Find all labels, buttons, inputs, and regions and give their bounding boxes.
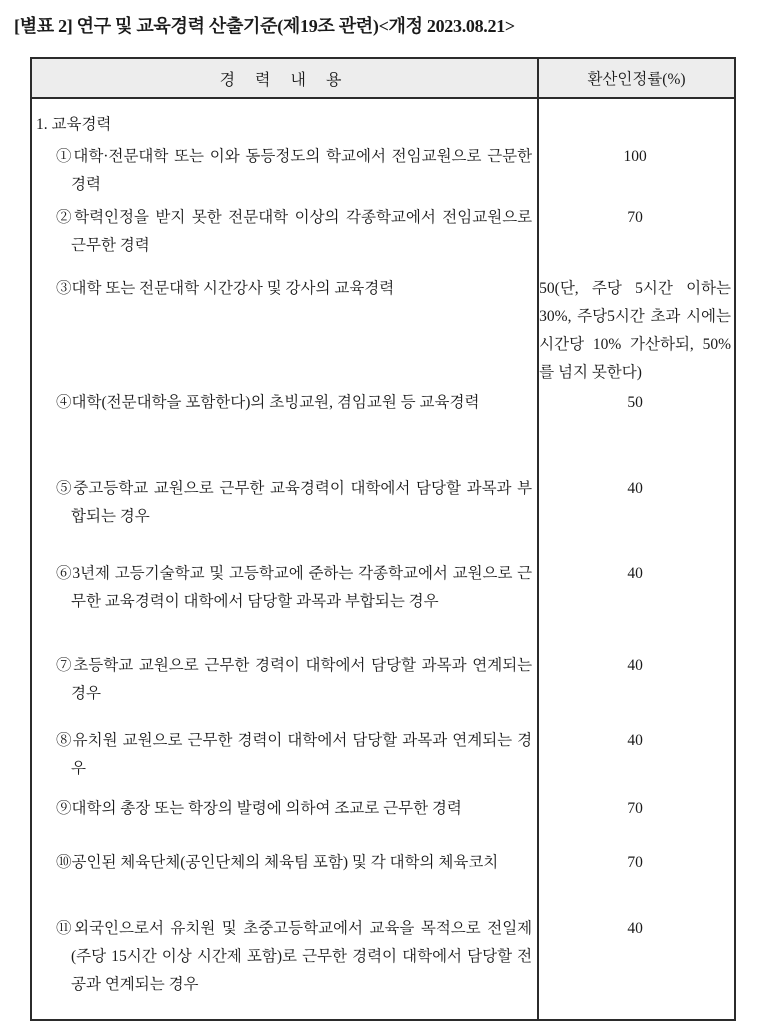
table-row xyxy=(32,727,734,783)
table-row xyxy=(32,204,734,260)
item-number: ② xyxy=(56,209,75,226)
rate-cell: 40 xyxy=(627,732,643,749)
item-number: ⑪ xyxy=(56,920,75,937)
item-text: 대학의 총장 또는 학장의 발령에 의하여 조교로 근무한 경력 xyxy=(71,800,462,817)
table-row xyxy=(32,849,734,877)
table-row xyxy=(32,795,734,823)
career-cell xyxy=(32,275,534,303)
item-text: 유치원 교원으로 근무한 경력이 대학에서 담당할 과목과 연계되는 경우 xyxy=(71,732,533,777)
rate-cell: 40 xyxy=(627,657,643,674)
item-number: ⑦ xyxy=(56,657,74,674)
item-text: 초등학교 교원으로 근무한 경력이 대학에서 담당할 과목과 연계되는 경우 xyxy=(71,657,533,702)
item-text: 대학(전문대학을 포함한다)의 초빙교원, 겸임교원 등 교육경력 xyxy=(71,394,480,411)
career-cell xyxy=(32,143,534,199)
rate-cell: 40 xyxy=(627,480,643,497)
career-cell xyxy=(32,389,534,417)
column-divider xyxy=(537,99,539,1019)
table-row xyxy=(32,652,734,708)
rate-cell: 50 xyxy=(627,394,643,411)
career-cell xyxy=(32,795,534,823)
career-cell xyxy=(32,204,534,260)
item-number: ⑩ xyxy=(56,854,72,871)
rate-cell: 70 xyxy=(627,854,643,871)
career-cell xyxy=(32,727,534,783)
table-header-row xyxy=(32,59,734,99)
career-cell xyxy=(32,849,534,877)
item-number: ⑤ xyxy=(56,480,74,497)
item-text: 외국인으로서 유치원 및 초중고등학교에서 교육을 목적으로 전일제(주당 15시간 이상 시간제 포함)로 근무한 경력이 대학에서 담당할 전공과 연계되는 경우 xyxy=(71,920,533,993)
rate-cell: 50(단, 주당 5시간 이하는 30%, 주당5시간 초과 시에는 시간당 10% 가산하되, 50%를 넘지 못한다) xyxy=(539,280,731,381)
rate-cell: 40 xyxy=(627,565,643,582)
header-career-content: 경 력 내 용 xyxy=(219,71,350,89)
table-rows xyxy=(32,143,734,999)
career-cell xyxy=(32,475,534,531)
item-number: ⑥ xyxy=(56,565,73,582)
career-cell xyxy=(32,652,534,708)
table-row xyxy=(32,560,734,616)
career-cell xyxy=(32,560,534,616)
section-label-education-career: 1. 교육경력 xyxy=(36,116,112,133)
item-text: 대학 또는 전문대학 시간강사 및 강사의 교육경력 xyxy=(71,280,395,297)
table-body xyxy=(32,99,734,1019)
item-number: ⑨ xyxy=(56,800,72,817)
rate-cell: 100 xyxy=(623,148,647,165)
document-title: [별표 2] 연구 및 교육경력 산출기준(제19조 관련)<개정 2023.08.21> xyxy=(14,16,515,36)
header-conversion-rate: 환산인정률(%) xyxy=(587,71,686,88)
item-number: ⑧ xyxy=(56,732,73,749)
career-cell xyxy=(32,915,534,999)
table-row xyxy=(32,389,734,417)
item-text: 중고등학교 교원으로 근무한 교육경력이 대학에서 담당할 과목과 부합되는 경우 xyxy=(71,480,533,525)
career-table xyxy=(30,57,736,1021)
table-row xyxy=(32,275,734,387)
item-number: ④ xyxy=(56,394,72,411)
table-row xyxy=(32,143,734,199)
item-text: 대학·전문대학 또는 이와 동등정도의 학교에서 전임교원으로 근문한 경력 xyxy=(71,148,533,193)
table-row xyxy=(32,915,734,999)
item-number: ③ xyxy=(56,280,72,297)
rate-cell: 40 xyxy=(627,920,643,937)
table-row xyxy=(32,475,734,531)
item-text: 공인된 체육단체(공인단체의 체육팀 포함) 및 각 대학의 체육코치 xyxy=(71,854,499,871)
item-number: ① xyxy=(56,148,74,165)
rate-cell: 70 xyxy=(627,209,643,226)
item-text: 3년제 고등기술학교 및 고등학교에 준하는 각종학교에서 교원으로 근무한 교육경력이 대학에서 담당할 과목과 부합되는 경우 xyxy=(71,565,533,610)
rate-cell: 70 xyxy=(627,800,643,817)
item-text: 학력인정을 받지 못한 전문대학 이상의 각종학교에서 전임교원으로 근무한 경력 xyxy=(71,209,533,254)
